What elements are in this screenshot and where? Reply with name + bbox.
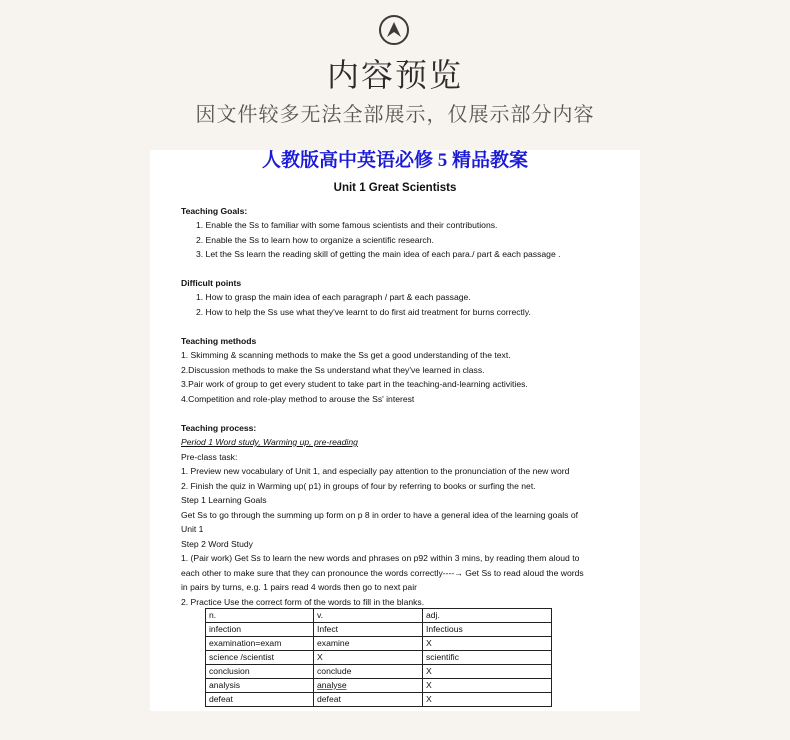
process-heading: Teaching process: [181,423,257,433]
step2-text: 2. Practice Use the correct form of the words to fill in the blanks. [181,597,425,607]
method-item: 4.Competition and role-play method to arouse the Ss' interest [181,394,415,404]
preclass-label: Pre-class task: [181,452,238,462]
page-title: 内容预览 [326,56,463,94]
difficult-heading: Difficult points [181,278,242,288]
table-cell: defeat [314,693,423,707]
table-cell: adj. [423,609,552,623]
table-cell: conclude [314,665,423,679]
step2-text: in pairs by turns, e.g. 1 pairs read 4 words then go to next pair [181,582,417,592]
table-cell: analyse [314,679,423,693]
logo-icon [379,15,409,45]
task-item: 2. Finish the quiz in Warming up( p1) in groups of four by referring to books or surfing the net. [181,481,536,491]
step2-text: 1. (Pair work) Get Ss to learn the new words and phrases on p92 within 3 mins, by reading them aloud to [181,553,580,563]
table-row [206,679,552,693]
task-item: 1. Preview new vocabulary of Unit 1, and especially pay attention to the pronunciation of the new word [181,466,570,476]
step2-text: each other to make sure that they can pronounce the words correctly----→ Get Ss to read aloud the words [181,568,584,578]
table-cell: X [314,651,423,665]
goal-item: 3. Let the Ss learn the reading skill of getting the main idea of each para./ part & each passage . [196,249,561,259]
methods-heading: Teaching methods [181,336,257,346]
word-forms-table [205,608,552,707]
step1-heading: Step 1 Learning Goals [181,495,267,505]
page-subtitle: 因文件较多无法全部展示，仅展示部分内容 [195,102,595,126]
table-cell: scientific [423,651,552,665]
table-cell: science /scientist [206,651,314,665]
table-row [206,665,552,679]
table-cell: Infectious [423,623,552,637]
table-cell: analysis [206,679,314,693]
goals-heading: Teaching Goals: [181,206,248,216]
document-preview [150,150,640,711]
period-heading: Period 1 Word study, Warming up, pre-reading [181,437,358,447]
table-cell: conclusion [206,665,314,679]
table-cell: X [423,693,552,707]
step1-text: Unit 1 [181,524,204,534]
table-cell: X [423,665,552,679]
step2-heading: Step 2 Word Study [181,539,253,549]
table-cell: Infect [314,623,423,637]
document-subtitle: Unit 1 Great Scientists [333,182,457,194]
table-cell: infection [206,623,314,637]
goal-item: 1. Enable the Ss to familiar with some famous scientists and their contributions. [196,220,498,230]
table-row [206,693,552,707]
step1-text: Get Ss to go through the summing up form on p 8 in order to have a general idea of the learning goals of [181,510,578,520]
table-cell: n. [206,609,314,623]
table-row [206,651,552,665]
table-row [206,623,552,637]
difficult-item: 1. How to grasp the main idea of each paragraph / part & each passage. [196,292,471,302]
preview-header [0,0,790,150]
table-cell: examination=exam [206,637,314,651]
table-row [206,637,552,651]
table-cell: X [423,637,552,651]
method-item: 3.Pair work of group to get every student to take part in the teaching-and-learning activities. [181,379,528,389]
goal-item: 2. Enable the Ss to learn how to organize a scientific research. [196,235,434,245]
table-cell: examine [314,637,423,651]
difficult-item: 2. How to help the Ss use what they've learnt to do first aid treatment for burns correctly. [196,307,531,317]
method-item: 2.Discussion methods to make the Ss understand what they've learned in class. [181,365,485,375]
table-row [206,609,552,623]
table-cell: X [423,679,552,693]
method-item: 1. Skimming & scanning methods to make the Ss get a good understanding of the text. [181,350,511,360]
table-cell: defeat [206,693,314,707]
document-title: 人教版高中英语必修 5 精品教案 [261,150,528,171]
table-cell: v. [314,609,423,623]
